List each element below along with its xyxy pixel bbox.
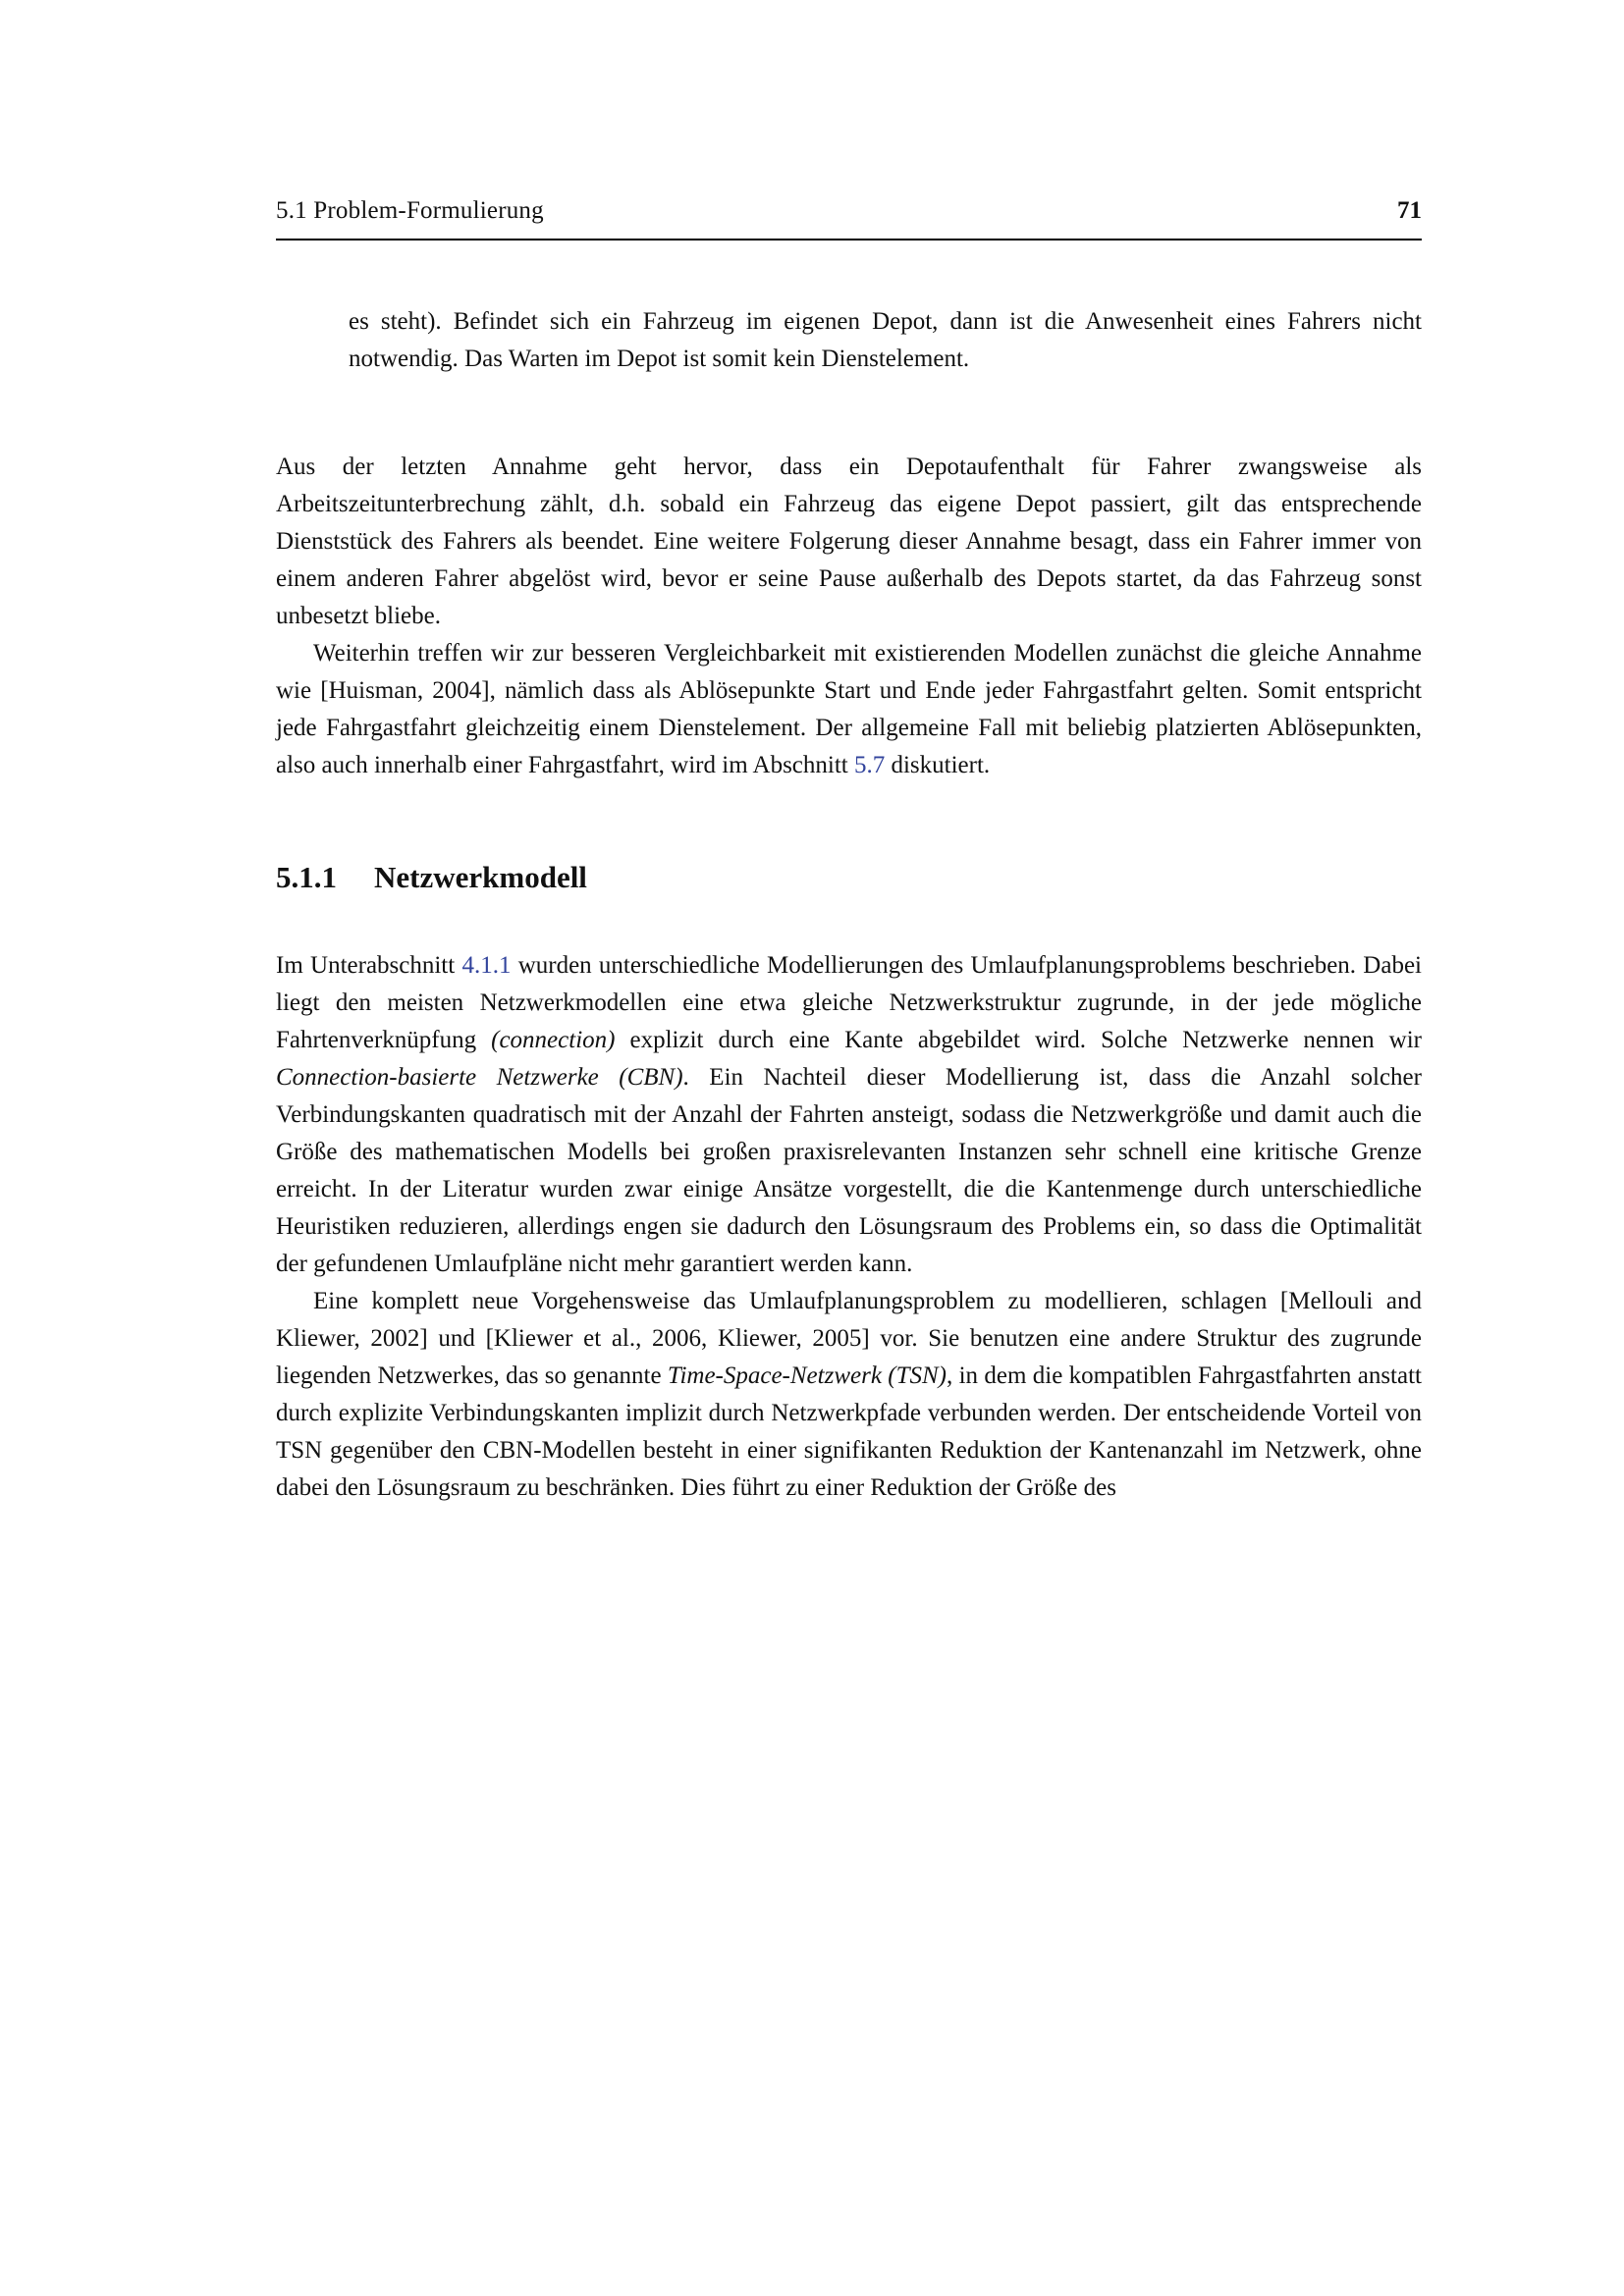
text-block [276, 192, 1422, 1507]
emphasized-text-run: (connection) [491, 1027, 616, 1053]
text-run: Eine komplett neue Vorgehensweise das Umlaufplanungsproblem zu modellieren, schlagen [Mellouli and Kliewer, 2002] und [Kliewer et al., 2006, Kliewer, 2005] vor. Sie benutzen eine andere Struktur des zugrunde liegenden Netzwerkes, das so genannte [276, 1288, 1422, 1389]
text-run: . Ein Nachteil dieser Modellierung ist, dass die Anzahl solcher Verbindungskanten quadratisch mit der Anzahl der Fahrten ansteigt, sodass die Netzwerkgröße und damit auch die Größe des mathematischen Modells bei großen praxisrelevanten Instanzen sehr schnell eine kritische Grenze erreicht. In der Literatur wurden zwar einige Ansätze vorgestellt, die die Kantenmenge durch unterschiedliche Heuristiken reduzieren, allerdings engen sie dadurch den Lösungsraum des Problems ein, so dass die Optimalität der gefundenen Umlaufpläne nicht mehr garantiert werden kann. [276, 1064, 1422, 1277]
paragraph-cbn-modell [276, 947, 1422, 1283]
text-run: explizit durch eine Kante abgebildet wird. Solche Netzwerke nennen wir [615, 1027, 1422, 1053]
section-heading-number: 5.1.1 [276, 860, 337, 894]
text-run: wurden unterschiedliche Modellierungen des Umlaufplanungsproblems beschrieben. Dabei liegt den meisten Netzwerkmodellen eine etwa gleiche Netzwerkstruktur zugrunde, in der jede mögliche Fahrtenverknüpfung [276, 952, 1422, 1053]
text-run: Im Unterabschnitt [276, 952, 462, 979]
page-header [276, 192, 1422, 240]
text-run: Aus der letzten Annahme geht hervor, dass ein Depotaufenthalt für Fahrer zwangsweise als Arbeitszeitunterbrechung zählt, d.h. sobald ein Fahrzeug das eigene Depot passiert, gilt das entsprechende Dienststück des Fahrers als beendet. Eine weitere Folgerung dieser Annahme besagt, dass ein Fahrer immer von einem anderen Fahrer abgelöst wird, bevor er seine Pause außerhalb des Depots startet, da das Fahrzeug sonst unbesetzt bliebe. [276, 454, 1422, 629]
text-run: , in dem die kompatiblen Fahrgastfahrten anstatt durch explizite Verbindungskanten implizit durch Netzwerkpfade verbunden werden. Der entscheidende Vorteil von TSN gegenüber den CBN-Modellen besteht in einer signifikanten Reduktion der Kantenanzahl im Netzwerk, ohne dabei den Lösungsraum zu beschränken. Dies führt zu einer Reduktion der Größe des [276, 1362, 1422, 1501]
emphasized-text-run: Time-Space-Netzwerk (TSN) [667, 1362, 947, 1389]
section-heading [276, 859, 1422, 896]
text-run: es steht). Befindet sich ein Fahrzeug im eigenen Depot, dann ist die Anwesenheit eines Fahrers nicht notwendig. Das Warten im Depot ist somit kein Dienstelement. [349, 308, 1422, 372]
emphasized-text-run: Connection-basierte Netzwerke (CBN) [276, 1064, 683, 1091]
list-continuation-paragraph [349, 303, 1422, 378]
text-run: Weiterhin treffen wir zur besseren Vergleichbarkeit mit existierenden Modellen zunächst die gleiche Annahme wie [Huisman, 2004], nämlich dass als Ablösepunkte Start und Ende jeder Fahrgastfahrt gelten. Somit entspricht jede Fahrgastfahrt gleichzeitig einem Dienstelement. Der allgemeine Fall mit beliebig platzierten Ablösepunkten, also auch innerhalb einer Fahrgastfahrt, wird im Abschnitt [276, 640, 1422, 778]
cross-reference-link[interactable]: 4.1.1 [461, 952, 512, 979]
paragraph-depot-annahme [276, 449, 1422, 635]
paragraph-tsn-modell [276, 1283, 1422, 1507]
running-header-section: 5.1 Problem-Formulierung [276, 197, 544, 224]
section-heading-title: Netzwerkmodell [374, 860, 587, 894]
text-run: diskutiert. [885, 752, 991, 778]
page-number: 71 [1397, 197, 1422, 224]
paragraph-huisman-annahme [276, 635, 1422, 784]
cross-reference-link[interactable]: 5.7 [853, 752, 886, 778]
